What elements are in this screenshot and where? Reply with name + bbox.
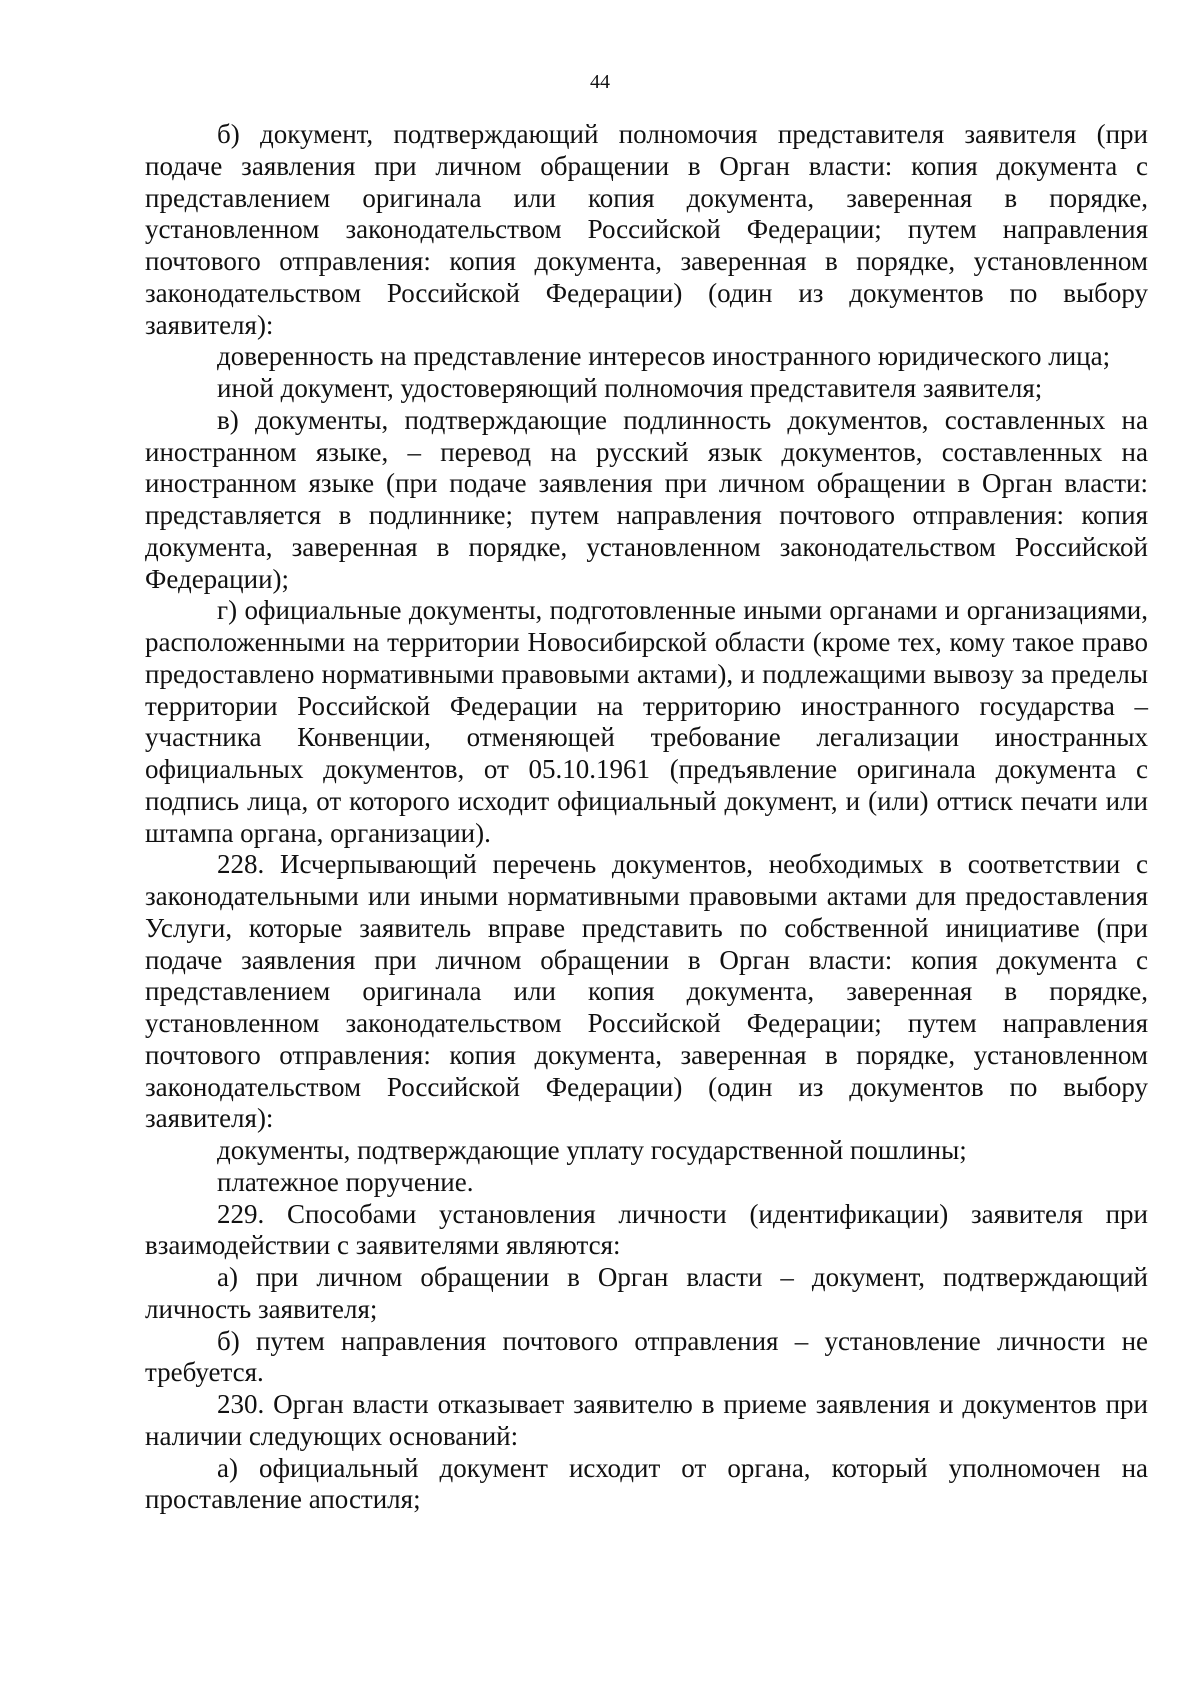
paragraph-personal-appeal: а) при личном обращении в Орган власти – документ, подтверждающий личность заявителя; <box>145 1262 1148 1324</box>
paragraph-state-fee: документы, подтверждающие уплату государственной пошлины; <box>217 1135 967 1165</box>
paragraph-apostille: а) официальный документ исходит от органа, который уполномочен на проставление апостиля; <box>145 1452 1148 1515</box>
paragraph-official-documents: г) официальные документы, подготовленные иными органами и организациями, расположенными на территории Новосибирской области (кроме тех, кому такое право предоставлено нормативными правовыми актами), и подлежащими вывозу за пределы территории Российской Федерации на территорию иностранного государства – участника Конвенции, отменяющей требование легализации иностранных официальных документов, от 05.10.1961 (предъявление оригинала документа с подпись лица, от которого исходит официальный документ, и (или) оттиск печати или штампа органа, организации). <box>145 595 1148 848</box>
paragraph-translation-documents: в) документы, подтверждающие подлинность документов, составленных на иностранном языке, – перевод на русский язык документов, составленных на иностранном языке (при подаче заявления при личном обращении в Орган власти: представляется в подлиннике; путем направления почтового отправления: копия документа, заверенная в порядке, установленном законодательством Российской Федерации); <box>145 404 1148 594</box>
paragraph-230: 230. Орган власти отказывает заявителю в приеме заявления и документов при наличии следующих оснований: <box>145 1389 1148 1451</box>
paragraph-other-document: иной документ, удостоверяющий полномочия представителя заявителя; <box>217 373 1043 403</box>
paragraph-payment-order: платежное поручение. <box>217 1166 474 1197</box>
paragraph-229: 229. Способами установления личности (идентификации) заявителя при взаимодействии с заявителями являются: <box>145 1198 1148 1261</box>
page-number: 44 <box>590 71 610 93</box>
paragraph-power-of-attorney: доверенность на представление интересов иностранного юридического лица; <box>217 341 1111 372</box>
paragraph-228: 228. Исчерпывающий перечень документов, необходимых в соответствии с законодательными или иными нормативными правовыми актами для предоставления Услуги, которые заявитель вправе представить по собственной инициативе (при подаче заявления при личном обращении в Орган власти: копия документа с представлением оригинала или копия документа, заверенная в порядке, установленном законодательством Российской Федерации; путем направления почтового отправления: копия документа, заверенная в порядке, установленном законодательством Российской Федерации) (один из документов по выбору заявителя): <box>145 849 1148 1134</box>
paragraph-postal-mail: б) путем направления почтового отправления – установление личности не требуется. <box>145 1325 1148 1388</box>
document-body <box>145 119 1148 1516</box>
paragraph-representative-document: б) документ, подтверждающий полномочия представителя заявителя (при подаче заявления при личном обращении в Орган власти: копия документа с представлением оригинала или копия документа, заверенная в порядке, установленном законодательством Российской Федерации; путем направления почтового отправления: копия документа, заверенная в порядке, установленном законодательством Российской Федерации) (один из документов по выбору заявителя): <box>145 119 1148 340</box>
